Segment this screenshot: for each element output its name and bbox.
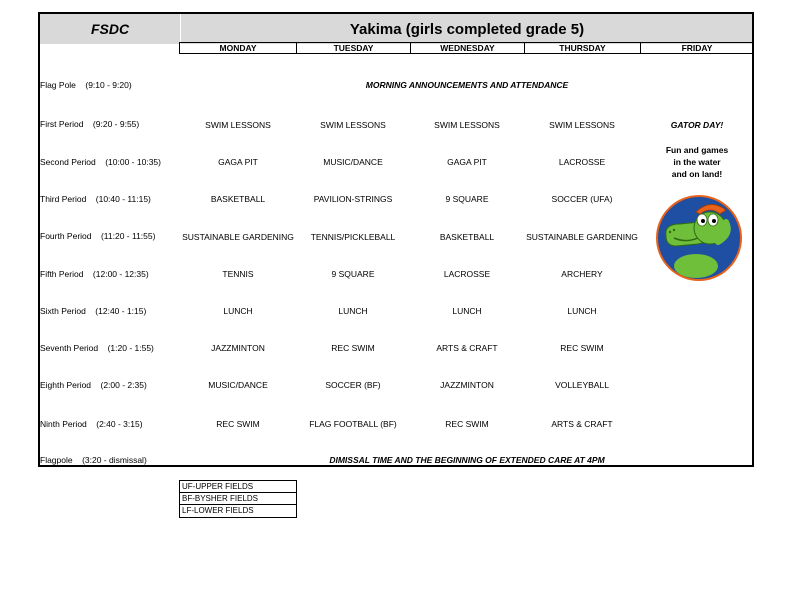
schedule-cell: JAZZMINTON xyxy=(211,343,265,353)
schedule-cell: REC SWIM xyxy=(560,343,604,353)
period-label: Seventh Period (1:20 - 1:55) xyxy=(40,343,154,353)
schedule-cell: REC SWIM xyxy=(445,419,489,429)
schedule-cell: MUSIC/DANCE xyxy=(323,157,383,167)
schedule-cell: TENNIS/PICKLEBALL xyxy=(310,232,396,242)
period-label: Flag Pole (9:10 - 9:20) xyxy=(40,80,132,90)
period-label: Flagpole (3:20 - dismissal) xyxy=(40,455,147,465)
page-title: Yakima (girls completed grade 5) xyxy=(180,14,753,44)
gator-mascot-icon xyxy=(654,194,744,282)
schedule-cell: FLAG FOOTBALL (BF) xyxy=(309,419,397,429)
schedule-cell: REC SWIM xyxy=(216,419,260,429)
schedule-cell: LUNCH xyxy=(452,306,482,316)
morning-banner: MORNING ANNOUNCEMENTS AND ATTENDANCE xyxy=(365,80,569,90)
friday-note-line: and on land! xyxy=(671,169,723,179)
schedule-cell: LACROSSE xyxy=(443,269,491,279)
period-label: Ninth Period (2:40 - 3:15) xyxy=(40,419,143,429)
schedule-cell: SUSTAINABLE GARDENING xyxy=(526,232,638,242)
day-header-thursday: THURSDAY xyxy=(524,42,641,54)
day-header-wednesday: WEDNESDAY xyxy=(410,42,525,54)
schedule-cell: SWIM LESSONS xyxy=(549,120,615,130)
day-header-tuesday: TUESDAY xyxy=(296,42,411,54)
schedule-cell: MUSIC/DANCE xyxy=(208,380,268,390)
schedule-cell: GAGA PIT xyxy=(447,157,487,167)
schedule-cell: SWIM LESSONS xyxy=(205,120,271,130)
schedule-cell: PAVILION-STRINGS xyxy=(313,194,393,204)
legend-item: UF-UPPER FIELDS xyxy=(180,481,296,493)
period-label: Third Period (10:40 - 11:15) xyxy=(40,194,151,204)
schedule-cell: ARCHERY xyxy=(561,269,603,279)
period-label: First Period (9:20 - 9:55) xyxy=(40,119,140,129)
schedule-cell: SOCCER (BF) xyxy=(325,380,381,390)
period-label: Fifth Period (12:00 - 12:35) xyxy=(40,269,149,279)
friday-note-line: Fun and games xyxy=(665,145,729,155)
legend-item: LF-LOWER FIELDS xyxy=(182,506,254,515)
gator-day-title: GATOR DAY! xyxy=(670,120,724,130)
schedule-cell: SUSTAINABLE GARDENING xyxy=(182,232,294,242)
title-bar xyxy=(40,14,752,44)
schedule-cell: 9 SQUARE xyxy=(331,269,375,279)
schedule-cell: ARTS & CRAFT xyxy=(436,343,498,353)
schedule-cell: GAGA PIT xyxy=(218,157,258,167)
schedule-cell: BASKETBALL xyxy=(439,232,495,242)
dismissal-banner: DIMISSAL TIME AND THE BEGINNING OF EXTENDED CARE AT 4PM xyxy=(329,455,605,465)
period-label: Sixth Period (12:40 - 1:15) xyxy=(40,306,147,316)
day-header-friday: FRIDAY xyxy=(640,42,754,54)
schedule-cell: LUNCH xyxy=(223,306,253,316)
schedule-cell: LACROSSE xyxy=(558,157,606,167)
schedule-cell: SWIM LESSONS xyxy=(434,120,500,130)
schedule-cell: SWIM LESSONS xyxy=(320,120,386,130)
schedule-cell: VOLLEYBALL xyxy=(555,380,609,390)
schedule-cell: ARTS & CRAFT xyxy=(551,419,613,429)
schedule-cell: LUNCH xyxy=(567,306,597,316)
schedule-cell: LUNCH xyxy=(338,306,368,316)
period-label: Second Period (10:00 - 10:35) xyxy=(40,157,161,167)
org-name: FSDC xyxy=(90,21,130,37)
schedule-cell: SOCCER (UFA) xyxy=(551,194,613,204)
schedule-cell: BASKETBALL xyxy=(210,194,266,204)
field-legend xyxy=(179,480,297,518)
schedule-cell: JAZZMINTON xyxy=(440,380,494,390)
period-label: Eighth Period (2:00 - 2:35) xyxy=(40,380,147,390)
period-label: Fourth Period (11:20 - 11:55) xyxy=(40,231,156,241)
schedule-cell: TENNIS xyxy=(222,269,254,279)
day-header-monday: MONDAY xyxy=(179,42,297,54)
friday-note-line: in the water xyxy=(673,157,721,167)
schedule-cell: REC SWIM xyxy=(331,343,375,353)
schedule-cell: 9 SQUARE xyxy=(445,194,489,204)
legend-item: BF-BYSHER FIELDS xyxy=(180,493,296,505)
